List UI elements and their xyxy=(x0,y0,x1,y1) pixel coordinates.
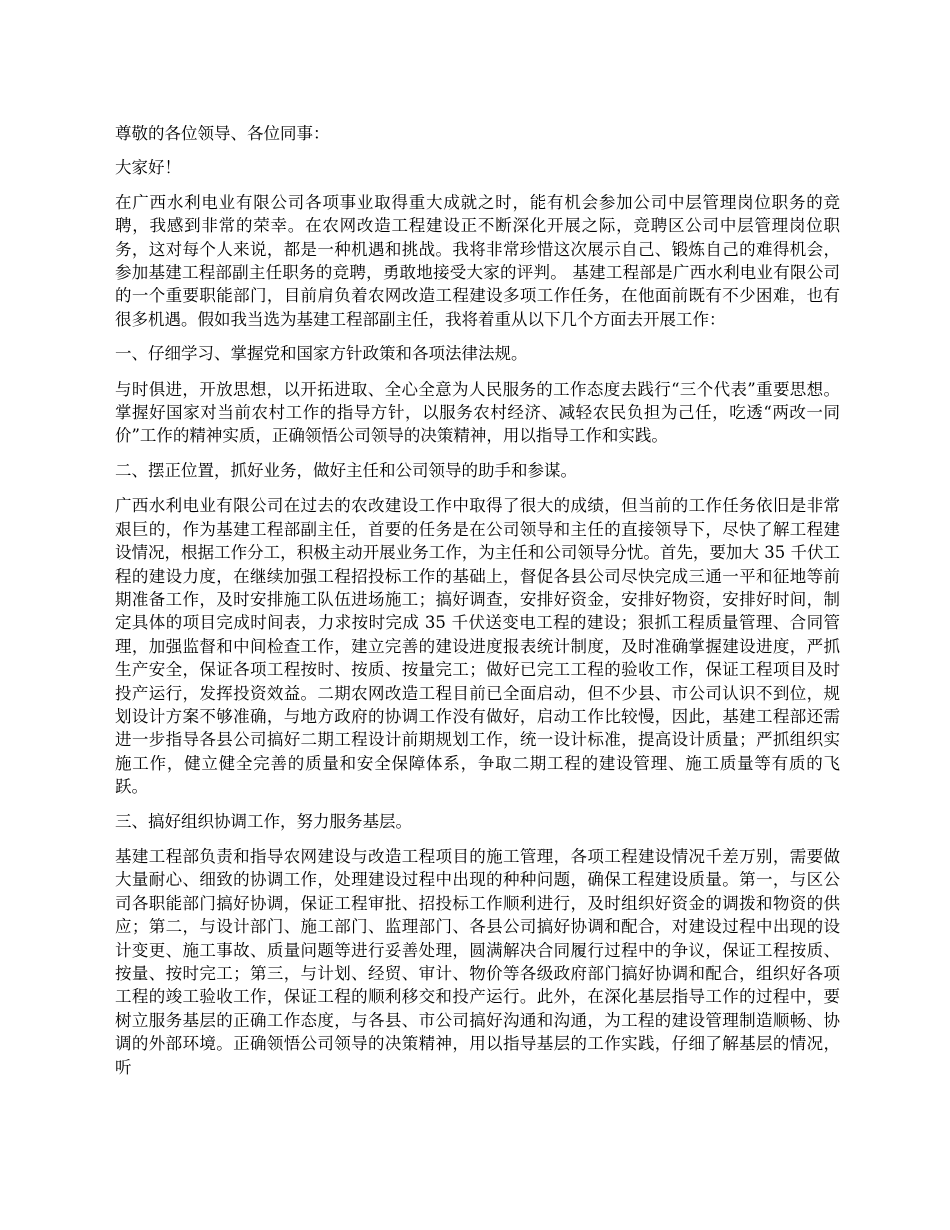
section-2-paragraph: 广西水利电业有限公司在过去的农改建设工作中取得了很大的成绩，但当前的工作任务依旧是非常艰巨的，作为基建工程部副主任，首要的任务是在公司领导和主任的直接领导下，尽快了解工程建设情况，根据工作分工，积极主动开展业务工作，为主任和公司领导分忧。首先，要加大 35 千伏工程的建设力度，在继续加强工程招投标工作的基础上，督促各县公司尽快完成三通一平和征地等前期准备工作，及时安排施工队伍进场施工；搞好调查，安排好资金，安排好物资，安排好时间，制定具体的项目完成时间表，力求按时完成 35 千伏送变电工程的建设；狠抓工程质量管理、合同管理，加强监督和中间检查工作，建立完善的建设进度报表统计制度，及时准确掌握建设进度，严抓生产安全，保证各项工程按时、按质、按量完工；做好已完工工程的验收工作，保证工程项目及时投产运行，发挥投资效益。二期农网改造工程目前已全面启动，但不少县、市公司认识不到位，规划设计方案不够准确，与地方政府的协调工作没有做好，启动工作比较慢，因此，基建工程部还需进一步指导各县公司搞好二期工程设计前期规划工作，统一设计标准，提高设计质量；严抓组织实施工作，健立健全完善的质量和安全保障体系，争取二期工程的建设管理、施工质量等有质的飞跃。 xyxy=(115,496,840,797)
section-heading-1: 一、仔细学习、掌握党和国家方针政策和各项法律法规。 xyxy=(115,344,528,364)
greeting: 大家好！ xyxy=(115,158,181,178)
section-1-paragraph: 与时俱进，开放思想，以开拓进取、全心全意为人民服务的工作态度去践行“三个代表”重要思想。掌握好国家对当前农村工作的指导方针，以服务农村经济、减轻农民负担为己任，吃透“两改一同价”工作的精神实质，正确领悟公司领导的决策精神，用以指导工作和实践。 xyxy=(115,379,840,446)
section-heading-3: 三、搞好组织协调工作，努力服务基层。 xyxy=(115,811,412,831)
section-heading-2: 二、摆正位置，抓好业务，做好主任和公司领导的助手和参谋。 xyxy=(115,460,577,480)
salutation: 尊敬的各位领导、各位同事： xyxy=(115,124,330,143)
document-body xyxy=(115,122,840,1090)
intro-paragraph: 在广西水利电业有限公司各项事业取得重大成就之时，能有机会参加公司中层管理岗位职务的竞聘，我感到非常的荣幸。在农网改造工程建设正不断深化开展之际，竞聘区公司中层管理岗位职务，这对每个人来说，都是一种机遇和挑战。我将非常珍惜这次展示自己、锻炼自己的难得机会，参加基建工程部副主任职务的竞聘，勇敢地接受大家的评判。 基建工程部是广西水利电业有限公司的一个重要职能部门，目前肩负着农网改造工程建设多项工作任务，在他面前既有不少困难，也有很多机遇。假如我当选为基建工程部副主任，我将着重从以下几个方面去开展工作： xyxy=(115,192,840,329)
section-3-paragraph: 基建工程部负责和指导农网建设与改造工程项目的施工管理，各项工程建设情况千差万别，需要做大量耐心、细致的协调工作，处理建设过程中出现的种种问题，确保工程建设质量。第一，与区公司各职能部门搞好协调，保证工程审批、招投标工作顺利进行，及时组织好资金的调拨和物资的供应；第二，与设计部门、施工部门、监理部门、各县公司搞好协调和配合，对建设过程中出现的设计变更、施工事故、质量问题等进行妥善处理，圆满解决合同履行过程中的争议，保证工程按质、按量、按时完工；第三，与计划、经贸、审计、物价等各级政府部门搞好协调和配合，组织好各项工程的竣工验收工作，保证工程的顺利移交和投产运行。此外，在深化基层指导工作的过程中，要树立服务基层的正确工作态度，与各县、市公司搞好沟通和沟通，为工程的建设管理制造顺畅、协调的外部环境。正确领悟公司领导的决策精神，用以指导基层的工作实践，仔细了解基层的情况，听 xyxy=(115,846,840,1077)
